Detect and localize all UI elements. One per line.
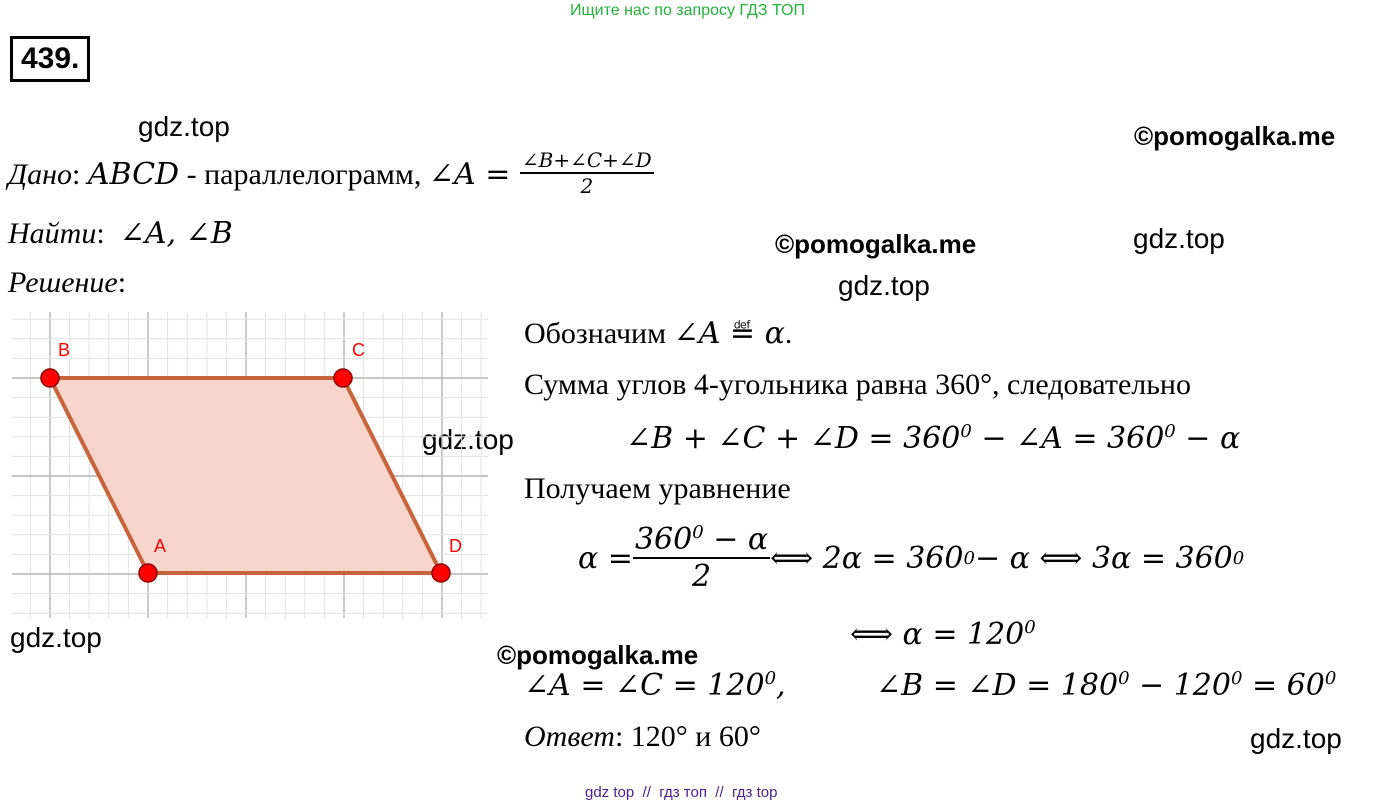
vertex-d: [432, 564, 450, 582]
watermark-pomogalka: ©pomogalka.me: [497, 640, 699, 670]
line-angles-bd: ∠B = ∠D = $180^0 - 120^0 = 60^0$: [876, 668, 1337, 703]
given-frac-den: 2: [580, 174, 594, 198]
solution-heading: Решение:: [8, 266, 127, 299]
watermark-gdz: gdz.top: [138, 111, 230, 142]
watermark-gdz: gdz.top: [1133, 223, 1225, 254]
label-d: D: [449, 536, 462, 556]
line-equation: α = $\frac{360^0 - \alpha}{2}$ ⟺ 2α = 360 0 − α ⟺ 3α = 360 0: [578, 522, 1245, 594]
equation-fraction: $\frac{360^0 - \alpha}{2}$: [634, 522, 769, 594]
footer-links: gdz top // гдз топ // гдз top: [585, 784, 778, 801]
vertex-c: [334, 369, 352, 387]
top-banner: Ищите нас по запросу ГДЗ ТОП: [570, 2, 805, 19]
answer-line: Ответ: 120° и 60°: [524, 720, 761, 753]
watermark-pomogalka: ©pomogalka.me: [775, 229, 977, 259]
watermark-gdz: gdz.top: [1250, 723, 1342, 754]
find-label: Найти: [8, 217, 97, 250]
vertex-a: [139, 564, 157, 582]
find-line: Найти: ∠A, ∠B: [8, 216, 233, 251]
given-label: Дано: [8, 157, 72, 191]
watermark-gdz: gdz.top: [422, 424, 514, 455]
label-a: A: [154, 536, 167, 556]
watermark-pomogalka: ©pomogalka.me: [1134, 121, 1336, 151]
line-angles-ac: ∠A = ∠C = $120^0$,: [524, 668, 786, 703]
given-line: Дано: ABCD - параллелограмм, ∠A = $\frac{\angle B+\angle C+\angle D}{2}$: [8, 148, 652, 198]
vertex-b: [41, 369, 59, 387]
answer-value: 120° и 60°: [623, 720, 761, 753]
label-c: C: [352, 340, 365, 360]
problem-number: 439.: [10, 36, 90, 82]
def-symbol: ≝: [729, 317, 756, 350]
line-denote: Обозначим ∠A ≝ α.: [524, 316, 793, 351]
solution-label: Решение: [8, 266, 118, 299]
line-get-equation: Получаем уравнение: [524, 472, 791, 505]
given-lhs: ∠A =: [428, 156, 520, 192]
label-b: B: [58, 340, 71, 360]
line-angle-sum: Сумма углов 4-угольника равна 360°, следовательно: [524, 368, 1191, 401]
answer-label: Ответ: [524, 720, 615, 753]
watermark-gdz: gdz.top: [10, 622, 102, 653]
find-value: ∠A, ∠B: [119, 216, 233, 251]
given-fraction: [520, 148, 654, 198]
given-figure: ABCD: [87, 156, 180, 192]
parallelogram-figure: [12, 312, 488, 618]
line-bcd-sum: ∠B + ∠C + ∠D = $360^0$ − ∠A = $360^0 - \alpha$: [626, 421, 1241, 456]
given-frac-num: ∠B+∠C+∠D: [521, 148, 652, 172]
given-text: - параллелограмм,: [179, 157, 429, 191]
line-alpha-result: ⟺ $\alpha = 120^0$: [850, 617, 1036, 652]
watermark-gdz: gdz.top: [838, 270, 930, 301]
